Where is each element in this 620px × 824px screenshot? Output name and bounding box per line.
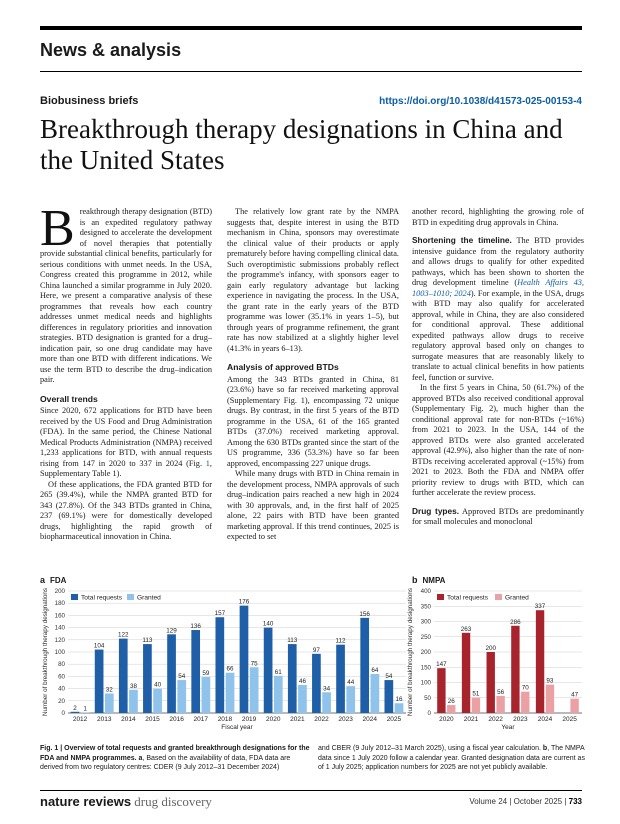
chart-title: FDA (50, 576, 67, 585)
data-label: 47 (571, 691, 579, 699)
drop-cap: B (40, 200, 75, 257)
y-tick-label: 0 (61, 710, 65, 717)
panel-letter: a (40, 575, 46, 585)
issue-text: Volume 24 | October 2025 | (469, 797, 569, 806)
fda-bar-chart (40, 585, 408, 743)
data-label: 337 (534, 603, 546, 611)
y-tick-label: 140 (54, 624, 65, 632)
bar-total-requests (462, 633, 470, 713)
citation-link[interactable]: Health Affairs 43, 1003–1010; 2024 (412, 278, 584, 298)
bar-granted (371, 674, 380, 713)
data-label: 112 (335, 637, 346, 645)
bar-total-requests (536, 610, 544, 713)
data-label: 75 (250, 660, 258, 668)
brand-rest: drug discovery (131, 794, 212, 809)
bar-total-requests (191, 630, 200, 713)
x-tick-label: 2024 (537, 716, 553, 723)
caption-text: , Based on the availability of data, FDA data are derived from two regulatory centres: CDER (9 July 2012–31 December 2024) (40, 754, 291, 771)
section-title: News & analysis (40, 40, 182, 60)
body-column-3 (412, 207, 584, 528)
paragraph (412, 506, 584, 528)
legend-label: Total requests (81, 594, 123, 602)
data-label: 32 (105, 686, 113, 694)
x-tick-label: 2013 (96, 716, 112, 723)
x-tick-label: 2014 (121, 716, 136, 723)
issue-info (469, 797, 582, 806)
y-tick-label: 40 (58, 685, 65, 693)
data-label: 156 (359, 610, 370, 618)
data-label: 59 (202, 670, 210, 678)
journal-brand (40, 794, 212, 810)
data-label: 200 (485, 645, 496, 652)
x-tick-label: 2021 (463, 716, 479, 723)
article-type-label: Biobusiness briefs (40, 95, 139, 107)
y-axis-label: Number of breakthrough therapy designations (42, 587, 49, 717)
bar-total-requests (143, 644, 152, 713)
y-tick-label: 200 (54, 588, 65, 595)
bar-granted (202, 677, 211, 713)
caption-bold: b (542, 745, 548, 752)
bar-granted (81, 712, 90, 713)
data-label: 104 (93, 642, 105, 650)
x-tick-label: 2024 (362, 716, 378, 723)
data-label: 61 (274, 668, 282, 676)
y-tick-label: 250 (420, 633, 431, 641)
footer-rule (40, 790, 582, 791)
y-tick-label: 100 (420, 679, 431, 687)
panel-letter: b (412, 575, 418, 585)
y-axis-label: Number of breakthrough therapy designations (407, 587, 414, 717)
bar-total-requests (384, 680, 393, 713)
y-tick-label: 0 (427, 710, 431, 717)
intro-text: reakthrough therapy designation (BTD) is an expedited regulatory pathway designed to accelerate the development of novel therapies that potentially provide substantial clinical benefits, particularly for serious conditions with unmet needs. In the USA, Congress created this programme in 2012, while China launched a similar programme in July 2020. Here, we present a comparative analysis of these programmes that reveals how each country addresses unmet medical needs and highlights differences in regulatory priorities and innovation strategies. BTD designation is granted for a drug–indication pair, so one drug candidate may have more than one BTD with different indications. We use the term BTD to describe the drug–indication pair. (40, 207, 212, 384)
data-label: 38 (129, 682, 137, 690)
paragraph: While many drugs with BTD in China remain in the development process, NMPA approvals of such drug–indication pairs reached a new high in 2024 with 30 approvals, and, in the first half of 2025 alone, 22 pairs with BTD have been granted marketing approval. If this trend continues, 2025 is expected to set (227, 469, 399, 541)
y-tick-label: 350 (420, 603, 431, 611)
x-tick-label: 2025 (562, 716, 577, 723)
y-tick-label: 50 (424, 694, 431, 702)
data-label: 70 (521, 684, 529, 692)
bar-total-requests (264, 628, 273, 713)
paragraph (40, 406, 212, 480)
data-label: 1 (83, 705, 87, 713)
data-label: 16 (395, 696, 403, 704)
x-axis-label: Fiscal year (221, 724, 253, 731)
y-tick-label: 180 (54, 600, 65, 608)
data-label: 157 (214, 610, 226, 618)
y-tick-label: 300 (420, 618, 431, 626)
paragraph-text: Since 2020, 672 applications for BTD have been received by the US Food and Drug Administration (FDA). In the same period, the Chinese National Medical Products Administration (NMPA) received 1,233 applications for BTD, with annual requests rising from 147 in 2020 to 337 in 2024 (Fig. (40, 406, 212, 468)
top-rule (40, 26, 582, 30)
bar-granted (250, 667, 259, 713)
paragraph-text: , Supplementary Table 1). (40, 458, 212, 478)
bar-granted (546, 685, 554, 713)
bar-granted (395, 703, 404, 713)
y-tick-label: 80 (58, 661, 65, 669)
bar-total-requests (288, 644, 297, 713)
data-label: 56 (497, 688, 505, 696)
bar-granted (226, 673, 235, 713)
bar-granted (322, 692, 331, 713)
x-tick-label: 2012 (72, 716, 88, 723)
nmpa-bar-chart (404, 585, 584, 743)
bar-total-requests (240, 606, 249, 713)
data-label: 40 (154, 681, 162, 689)
bar-granted (177, 680, 186, 713)
subhead-overall-trends: Overall trends (40, 393, 98, 404)
y-tick-label: 160 (54, 612, 65, 620)
y-tick-label: 120 (54, 636, 65, 644)
chart-title: NMPA (422, 576, 446, 585)
data-label: 113 (287, 637, 298, 645)
figure-link[interactable]: 1 (205, 458, 210, 468)
data-label: 176 (238, 598, 250, 606)
paragraph (412, 235, 584, 383)
x-tick-label: 2021 (290, 716, 305, 723)
figure-caption-right (318, 744, 590, 773)
x-tick-label: 2020 (265, 716, 281, 723)
x-tick-label: 2016 (169, 716, 184, 723)
data-label: 46 (298, 677, 306, 685)
legend-swatch (495, 594, 502, 600)
bar-granted (298, 685, 307, 713)
bar-total-requests (487, 652, 495, 713)
bar-granted (521, 692, 529, 713)
y-tick-label: 100 (54, 649, 65, 656)
bar-total-requests (511, 626, 519, 713)
data-label: 129 (166, 627, 177, 635)
x-axis-label: Year (501, 724, 515, 731)
data-label: 122 (118, 631, 129, 639)
bar-granted (105, 693, 114, 713)
paragraph: The relatively low grant rate by the NMPA suggests that, despite interest in using the BTD mechanism in China, sponsors may overestimate the clinical value of their products or apply prematurely before having compelling clinical data. Such overoptimistic submissions probably reflect the programme's infancy, with sponsors eager to gain early regulatory advantage but lacking experience in navigating the process. In the USA, the grant rate in the early years of the BTD programme was lower (35.1% in years 1–5), but through years of programme refinement, the grant rate has now stabilized at a slightly higher level (41.3% in years 6–13). (227, 207, 399, 353)
data-label: 54 (385, 673, 393, 681)
x-tick-label: 2022 (314, 716, 329, 723)
y-tick-label: 400 (420, 588, 431, 595)
data-label: 26 (447, 698, 455, 706)
bar-total-requests (312, 654, 321, 713)
legend-swatch (437, 594, 444, 600)
y-tick-label: 20 (58, 697, 65, 705)
figure-caption-left (40, 744, 312, 773)
doi-link[interactable]: https://doi.org/10.1038/d41573-025-00153-4 (379, 96, 582, 107)
bar-granted (472, 697, 480, 713)
data-label: 66 (226, 665, 234, 673)
data-label: 263 (460, 625, 472, 633)
x-tick-label: 2015 (145, 716, 160, 723)
data-label: 136 (190, 623, 201, 631)
bar-granted (153, 689, 162, 713)
bar-total-requests (437, 668, 445, 713)
bar-total-requests (119, 639, 128, 713)
bar-total-requests (336, 645, 345, 713)
bar-total-requests (360, 618, 369, 713)
legend-label: Granted (505, 594, 529, 602)
page-number: 733 (568, 797, 582, 806)
legend-label: Total requests (447, 594, 489, 602)
bar-granted (129, 690, 138, 713)
bar-granted (346, 686, 355, 713)
x-tick-label: 2020 (439, 716, 454, 723)
article-headline: Breakthrough therapy designations in China and the United States (40, 114, 563, 175)
inline-subhead-timeline: Shortening the timeline. (412, 235, 512, 245)
caption-text: and CBER (9 July 2012–31 March 2025), using a fiscal year calculation. (318, 745, 543, 752)
intro-paragraph (40, 200, 212, 386)
bar-total-requests (215, 617, 224, 713)
bar-granted (570, 699, 578, 713)
section-divider (40, 71, 582, 72)
data-label: 113 (142, 637, 153, 645)
data-label: 64 (371, 666, 379, 674)
legend-swatch (127, 594, 134, 600)
y-tick-label: 200 (420, 649, 431, 656)
brand-bold: nature reviews (40, 794, 132, 809)
bar-total-requests (71, 712, 80, 713)
bar-total-requests (167, 634, 176, 713)
y-tick-label: 150 (420, 664, 431, 672)
paragraph: another record, highlighting the growing role of BTD in expediting drug approvals in China. (412, 207, 584, 227)
x-tick-label: 2023 (338, 716, 353, 723)
chart-b-label (412, 575, 445, 585)
paragraph-text: ). For example, in the USA, drugs with BTD may also qualify for accelerated approval, while in China, they are also considered for conditional approval. These additional expedited pathways allow drugs to receive regulatory approval based only on changes to surrogate measures that are reasonably likely to translate to actual clinical benefits in how patients feel, function or survive. (412, 288, 584, 382)
x-tick-label: 2023 (513, 716, 528, 723)
data-label: 51 (472, 690, 480, 698)
data-label: 147 (436, 661, 447, 669)
bar-granted (496, 696, 504, 713)
data-label: 97 (312, 646, 320, 654)
y-tick-label: 60 (58, 673, 65, 681)
x-tick-label: 2019 (241, 716, 257, 723)
x-tick-label: 2022 (488, 716, 503, 723)
paragraph: Of these applications, the FDA granted BTD for 265 (39.4%), while the NMPA granted BTD for 343 (27.8%). Of the 343 BTDs granted in China, 237 (69.1%) were for domestically developed drugs, highlighting the rapid growth of biopharmaceutical innovation in China. (40, 479, 212, 541)
paragraph-text: The BTD provides intensive guidance from the regulatory authority and allows drugs to qualify for other expedited pathways, which has been shown to shorten the drug development timeline ( (412, 236, 584, 287)
data-label: 140 (262, 620, 274, 628)
data-label: 93 (546, 677, 554, 685)
x-tick-label: 2018 (217, 716, 233, 723)
x-tick-label: 2025 (386, 716, 402, 723)
legend-label: Granted (137, 594, 161, 602)
bar-granted (447, 705, 455, 713)
body-column-2 (227, 207, 399, 543)
x-tick-label: 2017 (193, 716, 209, 723)
subhead-approved-btds: Analysis of approved BTDs (227, 362, 339, 372)
legend-swatch (71, 594, 78, 600)
data-label: 2 (73, 704, 77, 712)
bar-total-requests (95, 650, 104, 713)
paragraph: In the first 5 years in China, 50 (61.7%) of the approved BTDs also received conditional approval (Supplementary Fig. 2), much higher than the conditional approval rate for non-BTDs (~16%) from 2021 to 2023. In the USA, 144 of the approved BTDs were also granted accelerated approval (42.9%), also higher than the rate of non-BTDs receiving accelerated approval (~15%) from 2021 to 2023. Both the FDA and NMPA offer priority review to drugs with BTD, which can further accelerate the review process. (412, 383, 584, 497)
data-label: 34 (323, 685, 331, 693)
caption-text: , The NMPA data since 1 July 2020 follow a calendar year. Granted designation data are current as of 1 July 2025; application numbers for 2025 are not yet publicly available. (318, 745, 585, 771)
chart-a-label (40, 575, 66, 585)
paragraph-text: Approved BTDs are predominantly for small molecules and monoclonal (412, 506, 584, 526)
body-column-1 (40, 200, 212, 543)
paragraph: Among the 343 BTDs granted in China, 81 (23.6%) have so far received marketing approval (Supplementary Fig. 1), encompassing 72 unique drugs. By contrast, in the first 5 years of the BTD programme in the USA, 61 of the 165 granted BTDs (37.0%) received marketing approval. Among the 630 BTDs granted since the start of the US programme, 336 (53.3%) have so far been approved, encompassing 227 unique drugs. (227, 374, 399, 468)
bar-granted (274, 676, 283, 713)
data-label: 44 (347, 679, 355, 687)
caption-bold: Fig. 1 | Overview of total requests and granted breakthrough designations for the FDA and NMPA programmes. a (40, 745, 310, 762)
data-label: 54 (178, 673, 186, 681)
data-label: 286 (510, 618, 521, 626)
inline-subhead-drug-types: Drug types. (412, 505, 460, 516)
